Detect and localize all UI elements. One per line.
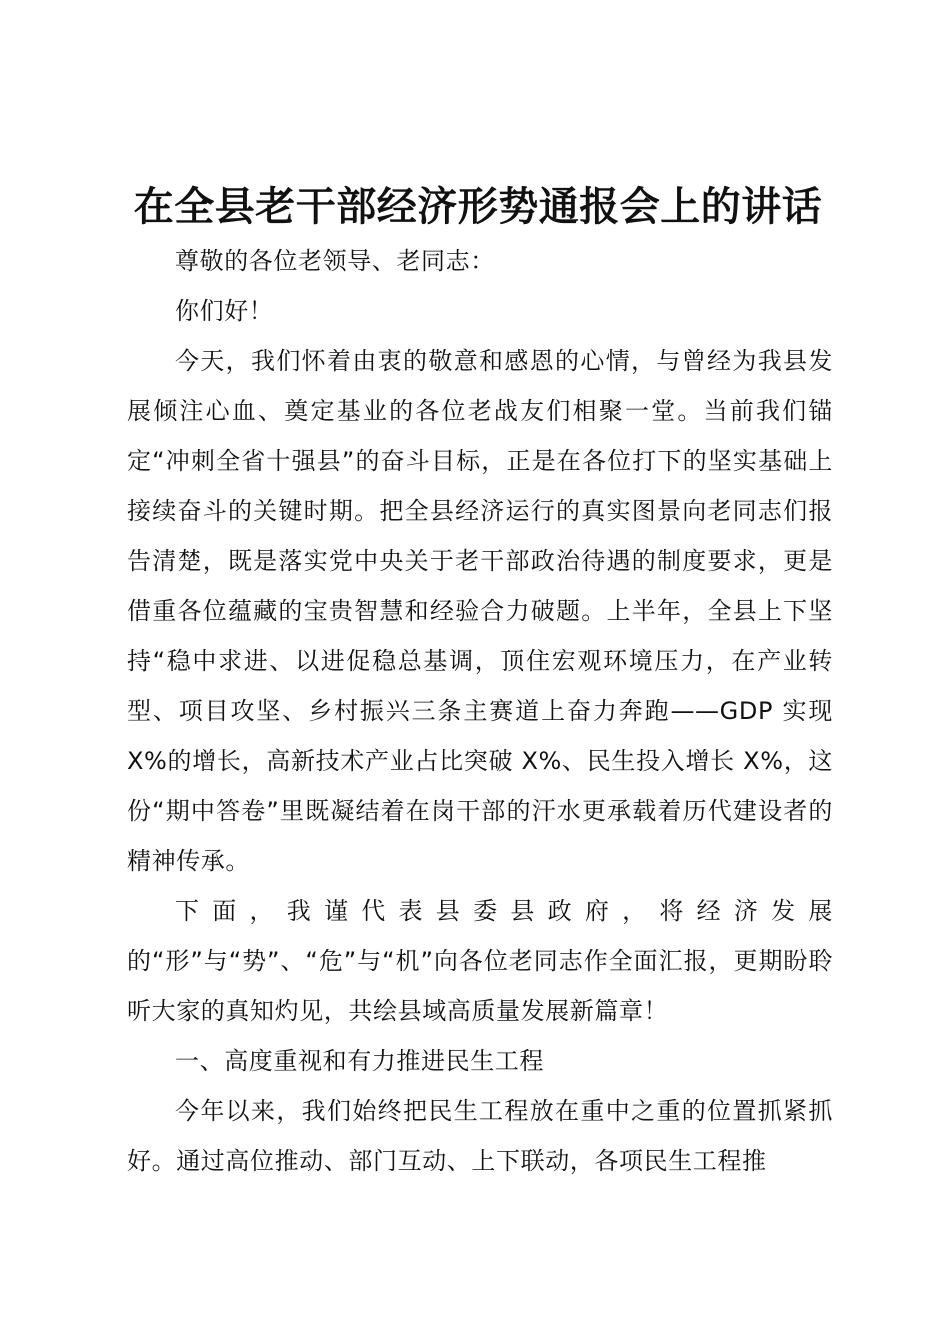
document-title: 在全县老干部经济形势通报会上的讲话 <box>133 184 823 230</box>
report-intro-paragraph: 下面，我谨代表县委县政府，将经济发展的“形”与“势”、“危”与“机”向各位老同志作全面汇报，更期盼聆听大家的真知灼见，共绘县域高质量发展新篇章！ <box>127 897 833 1025</box>
opening-paragraph: 今天，我们怀着由衷的敬意和感恩的心情，与曾经为我县发展倾注心血、奠定基业的各位老战友们相聚一堂。当前我们锚定“冲刺全省十强县”的奋斗目标，正是在各位打下的坚实基础上接续奋斗的关键时期。把全县经济运行的真实图景向老同志们报告清楚，既是落实党中央关于老干部政治待遇的制度要求，更是借重各位蕴藏的宝贵智慧和经验合力破题。上半年，全县上下坚持“稳中求进、以进促稳总基调，顶住宏观环境压力，在产业转型、项目攻坚、乡村振兴三条主赛道上奋力奔跑——GDP 实现 X%的增长，高新技术产业占比突破 X%、民生投入增长 X%，这份“期中答卷”里既凝结着在岗干部的汗水更承载着历代建设者的精神传承。 <box>127 347 833 875</box>
section-body-paragraph: 今年以来，我们始终把民生工程放在重中之重的位置抓紧抓好。通过高位推动、部门互动、上下联动，各项民生工程推 <box>127 1097 833 1175</box>
salutation-paragraph: 尊敬的各位老领导、老同志： <box>175 247 495 275</box>
greeting-paragraph: 你们好！ <box>175 297 274 325</box>
section-heading: 一、高度重视和有力推进民生工程 <box>175 1047 544 1075</box>
document-page <box>127 178 833 1186</box>
